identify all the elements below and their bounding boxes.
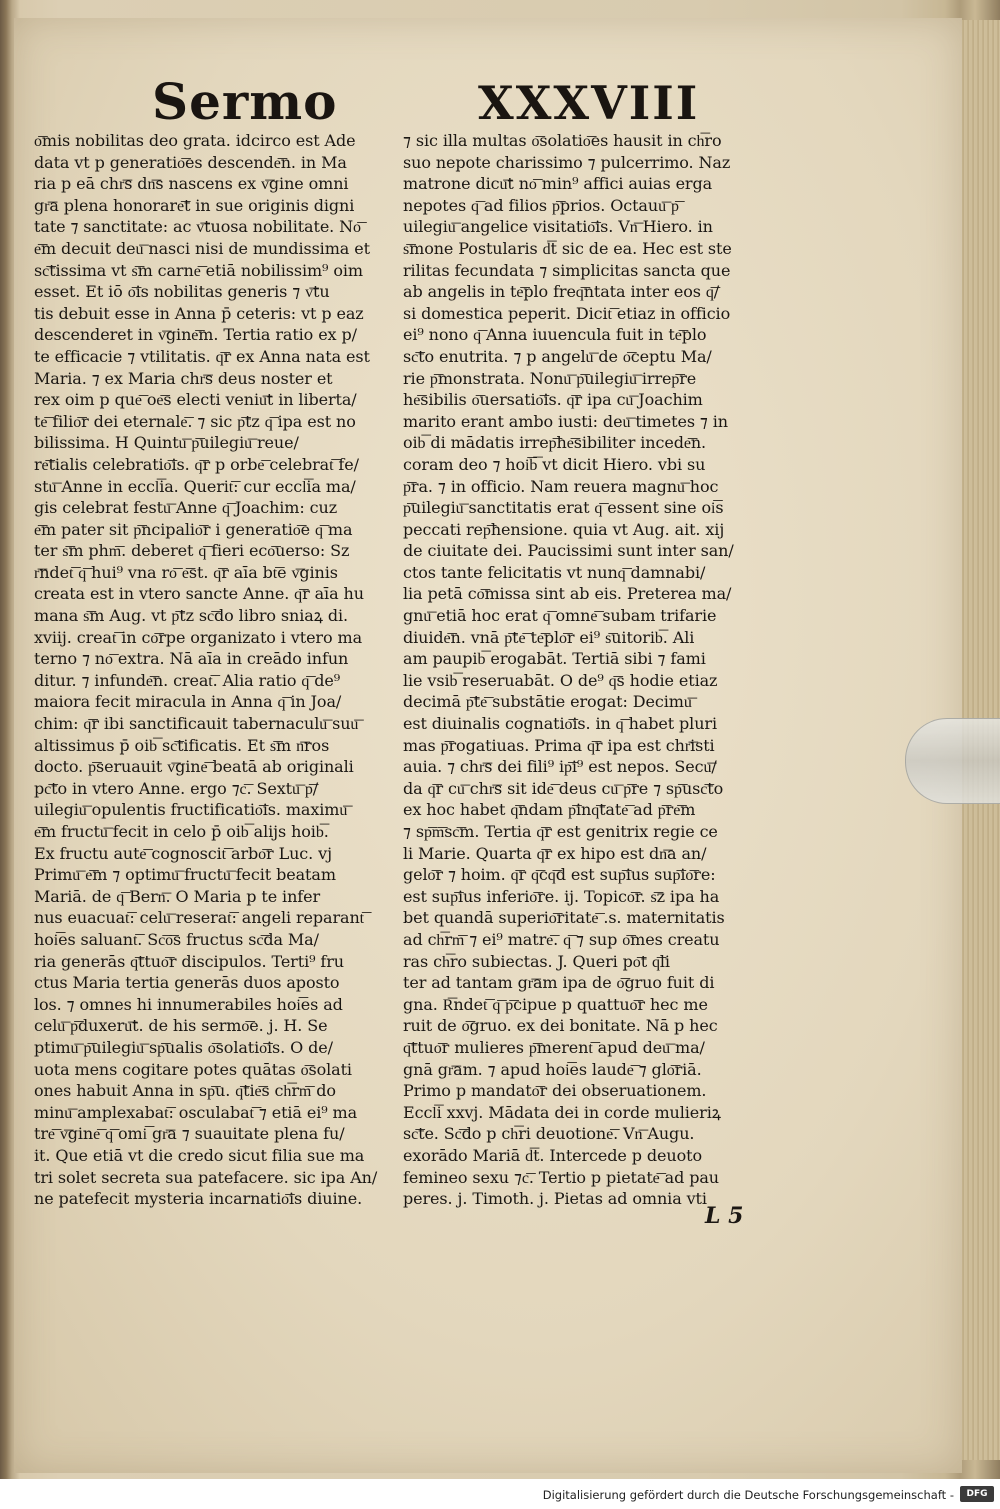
text-line: lie vsib͞ reseruabāt. O de⁹ q͞s hodie etiaz	[403, 670, 718, 690]
text-line: Eccl͞i xxvj. Mādata dei in corde mulieriꝝ	[403, 1102, 721, 1122]
text-line: matrone dicu͞t no͞ min⁹ affici auias erga	[403, 174, 713, 194]
text-line: sc͞tissima vt s͞m carne͞ etiā nobilissim⁹ oim	[34, 260, 363, 280]
text-line: he͞sibilis o͞uersatio͞is. q͞r ipa cu͞ Joachim	[403, 390, 703, 410]
text-line: ctos tante felicitatis vt nunq͞ damnabi/	[403, 562, 706, 582]
text-line: p͞uilegiu͞ sanctitatis erat q͞ essent sine oi͞s	[403, 498, 724, 518]
text-line: ras ch͞ro subiectas. J. Queri po͞t q͞li	[403, 951, 670, 971]
text-line: mas p͞rogatiuas. Prima q͞r ipa est chr͞isti	[403, 735, 715, 755]
text-line: tis debuit esse in Anna p̄ ceteris: vt p eaz	[34, 303, 364, 323]
text-line: ria p eā chr͞s dn͞s nascens ex v͞gine omni	[34, 174, 349, 194]
text-line: gnu͞ etiā hoc erat q͞ omne͞ subam trifarie	[403, 606, 717, 626]
text-line: ditur. ⁊ infunde͞n. creat͞. Alia ratio q͞ de⁹	[34, 670, 341, 690]
text-line: uilegiu͞ opulentis fructificatio͞is. maximu͞	[34, 800, 348, 820]
text-line: est sup͞ius inferio͞re. ij. Topico͞r. s͞z ipa ha	[403, 886, 720, 906]
text-line: celu͞ p͞duxeru͞t. de his sermo͞e. j. H. Se	[34, 1016, 328, 1036]
text-line: rie p͞monstrata. Nonu͞ p͞uilegiu͞ irrep͞re	[403, 368, 697, 388]
text-line: mana s͞m Aug. vt p͞tz sc͞do libro sniaꝝ di.	[34, 606, 348, 626]
footer-bar	[0, 1479, 1000, 1509]
text-line: bilissima. H Quintu͞ p͞uilegiu͞ reue/	[34, 433, 299, 453]
page-clip	[905, 718, 1000, 804]
text-line: Mariā. de q͞ Bern͞. O Maria p te infer	[34, 886, 321, 906]
text-line: minu͞ amplexabat͞: osculabat͞ ⁊ etiā ei⁹ ma	[34, 1102, 358, 1122]
text-line: pc͞to in vtero Anne. ergo ⁊c͞. Sextu͞ p͞/	[34, 778, 319, 798]
text-line: ter s͞m phm͞. deberet q͞ fieri eco͞uerso: Sz	[34, 541, 350, 561]
text-line: data vt p generatio͞es descende͞n. in Ma	[34, 152, 347, 172]
text-line: marito erant ambo iusti: deu͞ timetes ⁊ in	[403, 411, 728, 431]
text-line: uota mens cogitare potes quātas o͞solati	[34, 1059, 352, 1079]
text-line: te͞ filio͞r dei eternale͞. ⁊ sic p͞tz q͞ ipa est no	[34, 411, 356, 431]
text-line: ab angelis in te͞plo freq͞ntata inter eos q͞/	[403, 282, 720, 302]
text-line: terno ⁊ no͞ extra. Nā aīa in creādo infun	[34, 649, 349, 669]
text-line: hoi͞es saluant͞. Sc͞o͞s fructus sc͞da Ma/	[34, 929, 319, 949]
text-line: p͞ra. ⁊ in officio. Nam reuera magnu͞ hoc	[403, 476, 719, 496]
text-line: tre͞ v͞gine͞ q͞ omi͞ gr͞a ⁊ suauitate plena fu/	[34, 1124, 345, 1144]
dfg-logo: DFG	[960, 1486, 994, 1502]
text-line: lia petā co͞missa sint ab eis. Preterea ma/	[403, 584, 732, 604]
text-line: ter ad tantam gr͞am ipa de o͞gruo fuit di	[403, 973, 715, 993]
text-line: tate ⁊ sanctitate: ac v͞tuosa nobilitate. No͞	[34, 217, 361, 237]
text-line: peres. j. Timoth. j. Pietas ad omnia vti	[403, 1189, 707, 1209]
text-line: chim: q͞r ibi sanctificauit tabernaculu͞ suu͞	[34, 714, 359, 734]
text-line: Primu͞ e͞m ⁊ optimu͞ fructu͞ fecit beatam	[34, 865, 336, 885]
text-line: ptimu͞ p͞uilegiu͞ sp͞ualis o͞solatio͞is. O de/	[34, 1037, 333, 1057]
text-line: diuide͞n. vnā p͞te͞ te͞plo͞r ei⁹ s͞uitorib͞. Ali	[403, 627, 695, 647]
text-line: ex hoc habet q͞ndam p͞inq͞tate͞ ad p͞re͞m	[403, 800, 696, 820]
text-line: tri solet secreta sua patefacere. sic ipa An/	[34, 1167, 378, 1187]
text-line: los. ⁊ omnes hi innumerabiles hoi͞es ad	[34, 994, 343, 1014]
signature-mark: L 5	[705, 1203, 744, 1229]
text-line: altissimus p̄ oib͞ sc͞tificatis. Et s͞m n͞ros	[34, 735, 330, 755]
text-line: coram deo ⁊ hoi͞b͞ vt dicit Hiero. vbi su	[403, 454, 706, 474]
text-line: de ciuitate dei. Paucissimi sunt inter san/	[403, 541, 734, 561]
text-line: si domestica peperit. Dicit͞ etiaz in officio	[403, 303, 731, 323]
text-line: ones habuit Anna in sp͞u. q͞tie͞s ch͞rm͞ do	[34, 1081, 336, 1101]
text-column-right	[403, 130, 775, 1210]
text-line: bet quandā superio͞ritate͞ .s. maternitatis	[403, 908, 725, 928]
text-line: s͞mone Postularis d͞t sic de ea. Hec est ste	[403, 238, 732, 258]
text-line: Maria. ⁊ ex Maria chr͞s deus noster et	[34, 368, 333, 388]
text-line: maiora fecit miracula in Anna q͞ in Joa/	[34, 692, 342, 712]
text-line: ruit de o͞gruo. ex dei bonitate. Nā p hec	[403, 1016, 718, 1036]
text-line: ei⁹ nono q͞ Anna iuuencula fuit in te͞plo	[403, 325, 707, 345]
text-line: est diuinalis cognatio͞is. in q͞ habet pluri	[403, 714, 717, 734]
text-line: ⁊ sic illa multas o͞solatio͞es hausit in ch͞ro	[403, 131, 722, 150]
text-line: exorādo Mariā d͞t. Intercede p deuoto	[403, 1145, 703, 1165]
text-line: sc͞te. Sc͞do p ch͞ri deuotione͞. Vn͞ Augu.	[403, 1124, 695, 1144]
text-line: da q͞r cu͞ chr͞s sit ide͞ deus cu͞ p͞re ⁊ sp͞usc͞to	[403, 778, 724, 798]
text-line: ad ch͞rm͞ ⁊ ei⁹ matre͞. q͞ ⁊ sup o͞mes creatu	[403, 929, 720, 949]
text-line: gna. R͞ndet͞ q͞ p͞cipue p quattuo͞r hec me	[403, 994, 708, 1014]
funding-note: Digitalisierung gefördert durch die Deutsche Forschungsgemeinschaft -	[542, 1488, 954, 1502]
text-line: gr͞a plena honorare͞t in sue originis digni	[34, 195, 355, 215]
text-line: decimā p͞te͞ substātie erogat: Decimu͞	[403, 692, 692, 712]
text-line: xviij. creat͞ in co͞rpe organizato i vtero ma	[34, 627, 363, 647]
text-line: rilitas fecundata ⁊ simplicitas sancta que	[403, 260, 731, 280]
text-line: e͞m fructu͞ fecit in celo p̄ oib͞ alijs hoib͞.	[34, 822, 329, 841]
text-line: q͞ttuo͞r mulieres p͞merent͞ apud deu͞ ma/	[403, 1037, 705, 1057]
text-line: te efficacie ⁊ vtilitatis. q͞r ex Anna nata est	[34, 346, 370, 366]
text-line: it. Que etiā vt die credo sicut filia sue ma	[34, 1145, 365, 1165]
running-head-left: Sermo	[152, 72, 338, 131]
text-line: peccati rep͞hensione. quia vt Aug. ait. xij	[403, 519, 725, 539]
text-line: nepotes q͞ ad filios p͞prios. Octauu͞ p͞	[403, 195, 679, 215]
text-line: docto. p͞seruauit v͞gine͞ beatā ab originali	[34, 757, 354, 777]
text-line: am paupib͞ erogabāt. Tertiā sibi ⁊ fami	[403, 649, 706, 669]
text-line: ne patefecit mysteria incarnatio͞is diuine.	[34, 1189, 363, 1209]
text-line: gnā gr͞am. ⁊ apud hoi͞es laude͞ ⁊ glo͞riā.	[403, 1059, 702, 1079]
text-line: descenderet in v͞gine͞m. Tertia ratio ex p/	[34, 325, 357, 345]
text-line: ⁊ sp͞m͞sc͞m. Tertia q͞r est genitrix regie ce	[403, 822, 718, 841]
text-line: li Marie. Quarta q͞r ex hipo est dn͞a an/	[403, 843, 707, 863]
text-line: uilegiu͞ angelice visitatio͞is. Vn͞ Hiero. in	[403, 217, 713, 237]
text-line: ctus Maria tertia generās duos aposto	[34, 973, 340, 993]
text-line: esset. Et iō o͞is nobilitas generis ⁊ v͞tu	[34, 282, 330, 302]
text-column-left	[34, 130, 404, 1210]
text-line: nus euacuat͞: celu͞ reserat͞: angeli reparant͞	[34, 908, 364, 928]
text-line: e͞m decuit deu͞ nasci nisi de mundissima et	[34, 238, 370, 258]
text-line: re͞tialis celebratio͞is. q͞r p orbe͞ celebrat͞ fe/	[34, 454, 359, 474]
text-line: r͞ndet͞ q͞ hui⁹ vna ro͞ e͞st. q͞r aīa bt͞e v͞ginis	[34, 562, 338, 582]
text-line: auia. ⁊ chr͞s dei fili⁹ ip͞i⁹ est nepos. Secu͞/	[403, 757, 717, 777]
text-line: femineo sexu ⁊c͞. Tertio p pietate͞ ad pau	[403, 1167, 720, 1187]
text-line: gelo͞r ⁊ hoim. q͞r q͞cq͞d est sup͞ius sup͞io͞re:	[403, 865, 716, 885]
text-line: gis celebrat festu͞ Anne q͞ Joachim: cuz	[34, 498, 338, 518]
text-line: creata est in vtero sancte Anne. q͞r aīa hu	[34, 584, 364, 604]
text-line: o͞mis nobilitas deo grata. idcirco est Ade	[34, 131, 356, 150]
text-line: oib͞ di mādatis irrep͞he͞sibiliter incede͞n.	[403, 433, 707, 453]
text-line: rex oim p que͞ oe͞s electi veniu͞t in liberta/	[34, 390, 357, 410]
text-line: sc͞to enutrita. ⁊ p angelu͞ de o͞ceptu Ma/	[403, 346, 712, 366]
text-line: e͞m pater sit p͞ncipalio͞r i generatio͞e q͞ ma	[34, 519, 353, 539]
text-line: ria generās q͞ttuo͞r discipulos. Terti⁹ fru	[34, 951, 344, 971]
text-line: suo nepote charissimo ⁊ pulcerrimo. Naz	[403, 152, 731, 172]
text-line: Primo p mandato͞r dei obseruationem.	[403, 1081, 707, 1101]
text-line: stu͞ Anne in eccl͞ia. Querit͞: cur eccl͞ia ma/	[34, 476, 356, 496]
text-line: Ex fructu aute͞ cognoscit͞ arbo͞r Luc. vj	[34, 843, 332, 863]
running-head-right: XXXVIII	[478, 76, 700, 130]
